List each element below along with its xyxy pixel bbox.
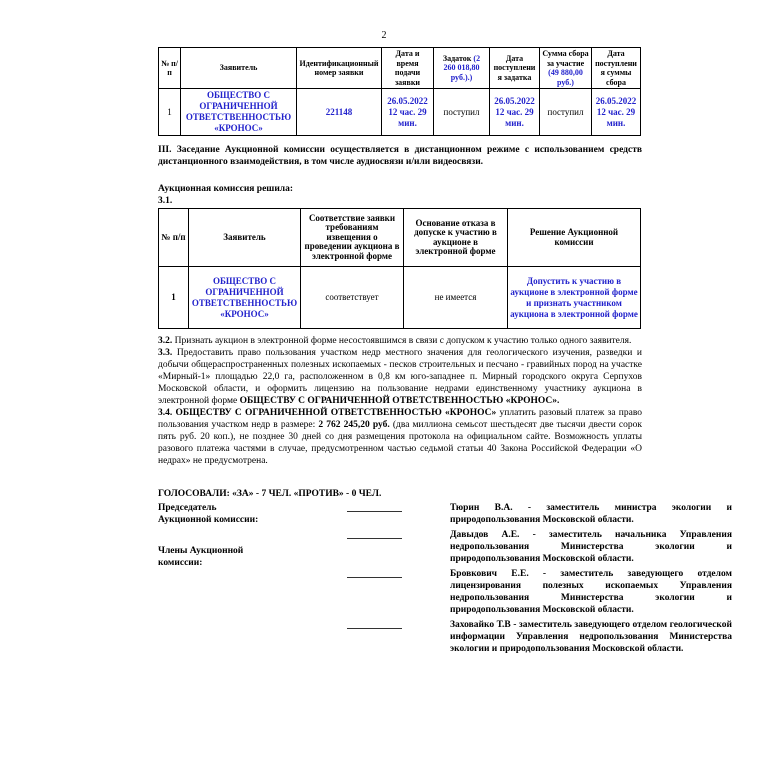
page-number: 2: [381, 30, 387, 41]
col-header-commission-decision: Решение Аукционной комиссии: [508, 209, 641, 267]
admission-table: [158, 208, 641, 329]
col-header-fee-date: Дата поступления суммы сбора: [592, 48, 641, 89]
deposit-amount: (2 260 018,80 руб.).): [443, 53, 481, 82]
signature-labels: [158, 502, 259, 658]
col-header-deposit-date: Дата поступления задатка: [490, 48, 540, 89]
section-iii-paragraph: III. Заседание Аукционной комиссии осуществляется в дистанционном режиме с использованием средств дистанционного взаимодействия, в том числе аудиосвязи и/или видеосвязи.: [158, 145, 642, 167]
signature-row-member-3: [342, 619, 732, 655]
cell-row-num: 1: [159, 89, 181, 136]
col-header-applicant2: Заявитель: [189, 209, 301, 267]
member-name-title: Бровкович Е.Е. - заместитель заведующего отделом лицензирования полезных ископаемых Управления недропользования Министерства экологии и природопользования Московской области.: [450, 569, 732, 615]
clause-3-2-text: Признать аукцион в электронной форме несостоявшимся в связи с допуском к участию только одного заявителя.: [172, 336, 632, 346]
signature-line: [347, 628, 402, 629]
signature-row-member-1: [342, 529, 732, 565]
decision-heading: Аукционная комиссия решила:: [158, 184, 294, 194]
admission-row: [159, 267, 641, 329]
clause-3-2-number: 3.2.: [158, 336, 173, 346]
cell-app-id: 221148: [297, 89, 382, 136]
fee-amount: (49 880,00 руб.): [548, 68, 583, 87]
clause-3-3: [158, 347, 642, 407]
applications-table-header-row: [159, 48, 641, 89]
application-row: [159, 89, 641, 136]
clause-3-3-company: ОБЩЕСТВУ С ОГРАНИЧЕННОЙ ОТВЕТСТВЕННОСТЬЮ «КРОНОС».: [239, 396, 560, 406]
cell-commission-decision: Допустить к участию в аукционе в электронной форме и признать участником аукциона в электронной форме: [508, 267, 641, 329]
col-header-num: № п/п: [159, 48, 181, 89]
voting-result: ГОЛОСОВАЛИ: «ЗА» - 7 ЧЕЛ. «ПРОТИВ» - 0 ЧЕЛ.: [158, 489, 382, 499]
chair-member-name-title: Тюрин В.А. - заместитель министра экологии и природопользования Московской области.: [450, 503, 732, 525]
cell-deposit-status: поступил: [434, 89, 490, 136]
members-label: Члены Аукционной комиссии:: [158, 546, 244, 568]
cell-submit-datetime: 26.05.2022 12 час. 29 мин.: [382, 89, 434, 136]
deposit-label: Задаток: [442, 53, 472, 63]
clause-3-3-number: 3.3.: [158, 348, 173, 358]
signature-line: [347, 577, 402, 578]
clause-3-4-text2: (два миллиона семьсот шестьдесят две тысячи двести сорок пять руб. 20 коп.), не позднее 30 дней со дня размещения протокола на официальном сайте. Возможность уплаты разового платежа частями в случае, предусмотренном частью седьмой статьи 40 Закона Российской Федерации «О недрах» не предусмотрена.: [158, 420, 642, 466]
signature-row-chair: [342, 502, 732, 526]
member-name-title: Заховайко Т.В - заместитель заведующего отделом геологической информации Управления недропользования Министерства экологии и природопользования Московской области.: [450, 620, 732, 654]
applications-table: [158, 47, 641, 136]
col-header-fee: [540, 48, 592, 89]
col-header-app-id: Идентификационный номер заявки: [297, 48, 382, 89]
cell-applicant2: ОБЩЕСТВО С ОГРАНИЧЕННОЙ ОТВЕТСТВЕННОСТЬЮ «КРОНОС»: [189, 267, 301, 329]
clause-3-4: [158, 407, 642, 467]
clause-3-4-company: 3.4. ОБЩЕСТВУ С ОГРАНИЧЕННОЙ ОТВЕТСТВЕННОСТЬЮ «КРОНОС»: [158, 408, 497, 418]
clause-3-4-text1: уплатить разовый платеж за право пользования участком недр в размере:: [158, 408, 642, 430]
cell-fee-date: 26.05.2022 12 час. 29 мин.: [592, 89, 641, 136]
chair-label: Председатель Аукционной комиссии:: [158, 503, 259, 525]
signature-block: [158, 502, 732, 658]
clause-3-2: [158, 335, 642, 347]
fee-label: Сумма сбора за участие: [542, 49, 589, 68]
signature-row-member-2: [342, 568, 732, 616]
col-header-deposit: [434, 48, 490, 89]
clause-3-4-amount: 2 762 245,20 руб.: [318, 420, 390, 430]
signature-entries: [342, 502, 732, 658]
col-header-num2: № п/п: [159, 209, 189, 267]
clause-3-3-text: Предоставить право пользования участком недр местного значения для геологического изучения, разведки и добычи общераспространенных полезных ископаемых - песков строительных и песчано - гравийных пород на участке «Мирный-1» площадью 22,0 га, расположенном в 0,8 км юго-западнее п. Мирный городского округа Серпухов Московской области, и оформить лицензию на пользование недрами единственному участнику аукциона в электронной форме: [158, 348, 642, 406]
cell-fee-status: поступил: [540, 89, 592, 136]
admission-table-header-row: [159, 209, 641, 267]
member-name-title: Давыдов А.Е. - заместитель начальника Управления недропользования Министерства экологии и природопользования Московской области.: [450, 530, 732, 564]
col-header-submit-datetime: Дата и время подачи заявки: [382, 48, 434, 89]
resolution-clauses: [158, 335, 642, 467]
document-content: [158, 0, 732, 658]
col-header-refusal-grounds: Основание отказа в допуске к участию в аукционе в электронной форме: [404, 209, 508, 267]
col-header-applicant: Заявитель: [181, 48, 297, 89]
cell-conformity: соответствует: [301, 267, 404, 329]
signature-line: [347, 538, 402, 539]
cell-deposit-date: 26.05.2022 12 час. 29 мин.: [490, 89, 540, 136]
clause-3-1-number: 3.1.: [158, 196, 173, 206]
cell-refusal-grounds: не имеется: [404, 267, 508, 329]
signature-line: [347, 511, 402, 512]
cell-row-num2: 1: [159, 267, 189, 329]
col-header-conformity: Соответствие заявки требованиям извещения о проведении аукциона в электронной форме: [301, 209, 404, 267]
cell-applicant: ОБЩЕСТВО С ОГРАНИЧЕННОЙ ОТВЕТСТВЕННОСТЬЮ «КРОНОС»: [181, 89, 297, 136]
